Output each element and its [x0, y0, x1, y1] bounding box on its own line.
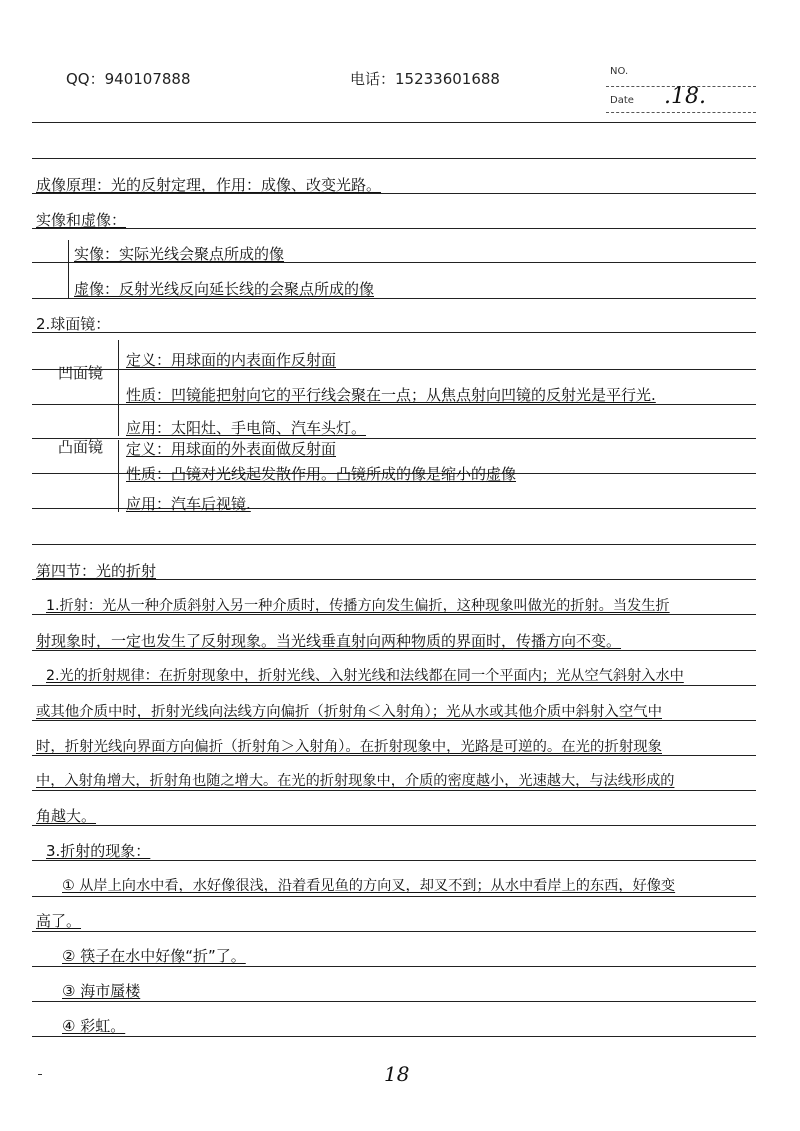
ruled-line: [32, 332, 756, 333]
date-dotted-line: [606, 112, 756, 113]
phenomenon-4: ④ 彩虹。: [62, 1017, 126, 1035]
phenomenon-2: ② 筷子在水中好像“折”了。: [62, 947, 246, 965]
section-refraction-title: 第四节：光的折射: [36, 562, 157, 580]
phone-contact: 电话：15233601688: [350, 70, 500, 88]
refraction-law-line-2: 或其他介质中时，折射光线向法线方向偏折（折射角＜入射角）；光从水或其他介质中斜射入空气中: [36, 704, 662, 720]
brace-real-virtual: [68, 240, 69, 298]
ruled-line: [32, 1036, 756, 1037]
phenomenon-1-line-2: 高了。: [36, 912, 82, 930]
refraction-phenomena-heading: 3.折射的现象：: [46, 842, 151, 860]
refraction-law-line-3: 时，折射光线向界面方向偏折（折射角＞入射角）。在折射现象中，光路是可逆的。在光的折射现象: [36, 739, 662, 755]
no-label: NO.: [610, 66, 629, 77]
concave-definition: 定义：用球面的内表面作反射面: [126, 351, 337, 369]
date-value: .18.: [664, 84, 706, 109]
ruled-line: [32, 896, 756, 897]
concave-mirror-title: 凹面镜: [58, 364, 104, 382]
ruled-line: [32, 790, 756, 791]
page-number: 18: [384, 1062, 410, 1086]
ruled-line: [32, 158, 756, 159]
refraction-law-line-4: 中，入射角增大，折射角也随之增大。在光的折射现象中，介质的密度越小，光速越大，与法线形成的: [36, 773, 675, 789]
brace-convex: [118, 440, 119, 512]
refraction-law-line-1: 2.光的折射规律：在折射现象中，折射光线、入射光线和法线都在同一个平面内；光从空气斜射入水中: [46, 668, 684, 684]
convex-mirror-title: 凸面镜: [58, 438, 104, 456]
convex-property: 性质：凸镜对光线起发散作用。凸镜所成的像是缩小的虚像: [126, 465, 517, 483]
convex-definition: 定义：用球面的外表面做反射面: [126, 440, 337, 458]
concave-property: 性质：凹镜能把射向它的平行线会聚在一点；从焦点射向凹镜的反射光是平行光.: [126, 386, 656, 404]
phenomenon-1-line-1: ① 从岸上向水中看，水好像很浅，沿着看见鱼的方向叉，却叉不到；从水中看岸上的东西，好像变: [62, 878, 676, 894]
real-virtual-image-heading: 实像和虚像：: [36, 211, 127, 229]
real-image-def: 实像：实际光线会聚点所成的像: [74, 245, 285, 263]
ruled-line: [32, 228, 756, 229]
virtual-image-def: 虚像：反射光线反向延长线的会聚点所成的像: [74, 280, 375, 298]
ruled-line: [32, 122, 756, 123]
refraction-def-line-2: 射现象时，一定也发生了反射现象。当光线垂直射向两种物质的界面时，传播方向不变。: [36, 632, 622, 650]
spherical-mirror-heading: 2.球面镜：: [36, 315, 111, 333]
qq-contact: QQ：940107888: [66, 70, 191, 88]
ruled-line: [32, 825, 756, 826]
ruled-line: [32, 1001, 756, 1002]
date-label: Date: [610, 95, 634, 106]
phenomenon-3: ③ 海市蜃楼: [62, 982, 141, 1000]
margin-dash: [38, 1074, 42, 1075]
ruled-line: [32, 931, 756, 932]
brace-concave: [118, 340, 119, 436]
concave-application: 应用：太阳灶、手电筒、汽车头灯。: [126, 419, 367, 437]
imaging-principle-line: 成像原理：光的反射定理，作用：成像、改变光路。: [36, 176, 382, 194]
refraction-law-line-5: 角越大。: [36, 807, 97, 825]
ruled-line: [32, 544, 756, 545]
ruled-line: [32, 966, 756, 967]
ruled-line: [32, 685, 756, 686]
refraction-def-line-1: 1.折射：光从一种介质斜射入另一种介质时，传播方向发生偏折，这种现象叫做光的折射。当发生折: [46, 598, 670, 614]
convex-application: 应用：汽车后视镜.: [126, 495, 251, 513]
